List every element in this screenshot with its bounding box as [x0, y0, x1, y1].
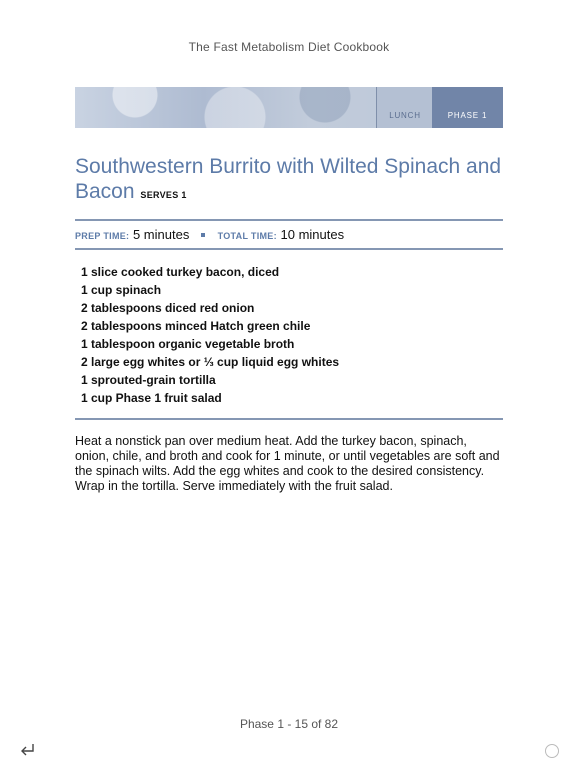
divider-bottom	[75, 418, 503, 420]
phase-tab	[432, 87, 503, 128]
ingredient-item: 1 sprouted-grain tortilla	[81, 373, 216, 387]
method-text: Heat a nonstick pan over medium heat. Add the turkey bacon, spinach, onion, chile, and broth and cook for 1 minute, or until vegetables are soft and the spinach wilts. Add the egg whites and cook to the desired consistency. Wrap in the tortilla. Serve immediately with the fruit salad.	[75, 434, 500, 493]
total-time-label: TOTAL TIME:	[217, 231, 277, 241]
ingredient-item: 1 cup spinach	[81, 283, 162, 297]
ingredient-item: 2 large egg whites or ⅓ cup liquid egg whites	[81, 355, 340, 369]
total-time-value: 10 minutes	[280, 227, 345, 242]
banner-photo	[75, 87, 375, 128]
circle-icon[interactable]	[545, 744, 559, 758]
back-arrow-icon[interactable]	[18, 741, 38, 759]
ingredient-item: 1 tablespoon organic vegetable broth	[81, 337, 295, 351]
prep-time-value: 5 minutes	[132, 227, 190, 242]
recipe-title-text: Southwestern Burrito with Wilted Spinach and Bacon	[75, 155, 502, 203]
prep-time-label: PREP TIME:	[75, 231, 130, 241]
page-indicator: Phase 1 - 15 of 82	[239, 717, 339, 731]
time-info	[75, 227, 503, 243]
ingredient-item: 1 cup Phase 1 fruit salad	[81, 391, 222, 405]
ingredient-list	[81, 263, 339, 407]
book-title: The Fast Metabolism Diet Cookbook	[188, 40, 390, 54]
separator-square	[201, 233, 205, 237]
ingredient-item: 2 tablespoons diced red onion	[81, 301, 255, 315]
divider-mid	[75, 248, 503, 250]
ingredient-item: 1 slice cooked turkey bacon, diced	[81, 265, 280, 279]
divider-top	[75, 219, 503, 221]
section-banner	[75, 87, 503, 128]
recipe-title	[75, 154, 505, 208]
ingredient-item: 2 tablespoons minced Hatch green chile	[81, 319, 311, 333]
phase-label: PHASE 1	[447, 111, 488, 120]
serves-label: SERVES 1	[140, 190, 187, 200]
lunch-label: LUNCH	[389, 111, 421, 120]
lunch-tab	[376, 87, 433, 128]
